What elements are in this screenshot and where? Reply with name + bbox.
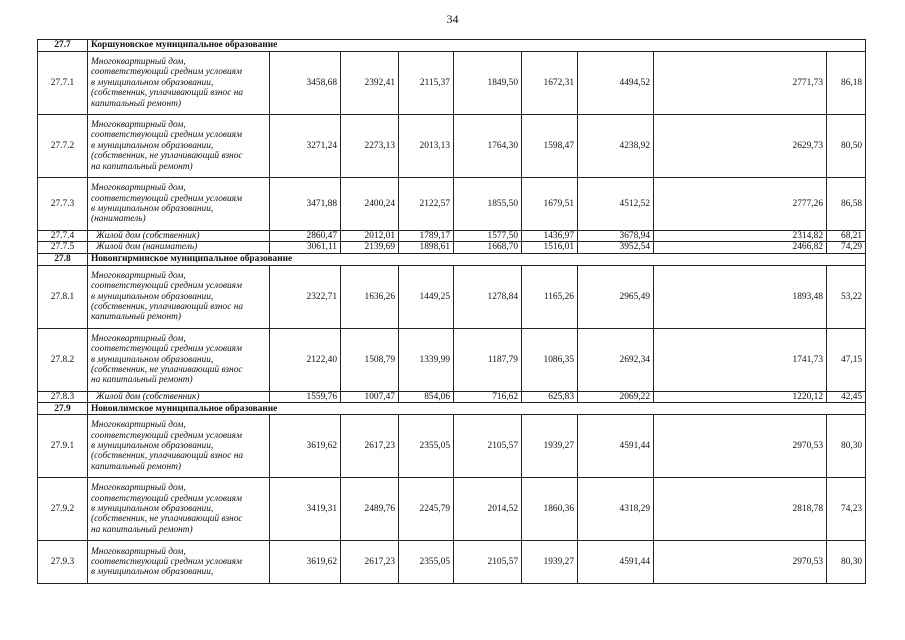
description-line: Многоквартирный дом, (91, 56, 186, 67)
table-row (38, 328, 866, 391)
value-cell: 80,50 (827, 115, 866, 178)
description-line: в муниципальном образовании, (91, 354, 214, 365)
value-cell: 74,23 (827, 478, 866, 541)
row-description (88, 52, 270, 115)
value-cell: 2013,13 (399, 115, 454, 178)
value-cell: 1165,26 (522, 265, 578, 328)
value-cell: 1187,79 (454, 328, 522, 391)
row-description (88, 478, 270, 541)
value-cell: 1679,51 (522, 178, 578, 231)
value-cell: 2617,23 (341, 415, 399, 478)
value-cell: 2771,73 (654, 52, 827, 115)
value-cell: 1939,27 (522, 415, 578, 478)
description-line: Многоквартирный дом, (91, 546, 186, 557)
value-cell: 3458,68 (270, 52, 341, 115)
value-cell: 2617,23 (341, 541, 399, 584)
description-line: в муниципальном образовании, (91, 204, 214, 214)
row-code: 27.9.1 (38, 415, 88, 478)
table-row (38, 478, 866, 541)
value-cell: 2392,41 (341, 52, 399, 115)
row-code: 27.8.3 (38, 391, 88, 402)
description-line: Многоквартирный дом, (91, 333, 186, 344)
description-line: Многоквартирный дом, (91, 483, 186, 494)
value-cell: 1668,70 (454, 242, 522, 253)
value-cell: 2322,71 (270, 265, 341, 328)
value-cell: 2105,57 (454, 541, 522, 584)
value-cell: 47,15 (827, 328, 866, 391)
value-cell: 2014,52 (454, 478, 522, 541)
row-code: 27.8.1 (38, 265, 88, 328)
value-cell: 3619,62 (270, 541, 341, 584)
value-cell: 1893,48 (654, 265, 827, 328)
row-description (88, 242, 270, 253)
value-cell: 86,18 (827, 52, 866, 115)
row-description (88, 265, 270, 328)
value-cell: 3619,62 (270, 415, 341, 478)
value-cell: 1672,31 (522, 52, 578, 115)
description-line: (наниматель) (91, 214, 146, 225)
table-row (38, 541, 866, 584)
value-cell: 80,30 (827, 415, 866, 478)
value-cell: 2122,40 (270, 328, 341, 391)
value-cell: 3678,94 (578, 231, 654, 242)
value-cell: 1789,17 (399, 231, 454, 242)
value-cell: 1849,50 (454, 52, 522, 115)
value-cell: 3952,54 (578, 242, 654, 253)
table-row (38, 242, 866, 253)
description-line: соответствующий средним условиям (91, 193, 243, 204)
section-code: 27.9 (38, 403, 88, 415)
description-line: (собственник, не уплачивающий взнос (91, 365, 243, 376)
description-line: Многоквартирный дом, (91, 420, 186, 431)
value-cell: 1007,47 (341, 391, 399, 402)
value-cell: 2965,49 (578, 265, 654, 328)
section-title: Новонгирминское муниципальное образование (88, 253, 866, 265)
value-cell: 2400,24 (341, 178, 399, 231)
row-code: 27.7.3 (38, 178, 88, 231)
table-body (38, 40, 866, 584)
value-cell: 4238,92 (578, 115, 654, 178)
description-line: Многоквартирный дом, (91, 183, 186, 194)
table-row (38, 391, 866, 402)
value-cell: 1860,36 (522, 478, 578, 541)
value-cell: 2692,34 (578, 328, 654, 391)
value-cell: 2970,53 (654, 541, 827, 584)
value-cell: 3419,31 (270, 478, 341, 541)
row-description (88, 178, 270, 231)
description-line: соответствующий средним условиям (91, 557, 243, 568)
value-cell: 2273,13 (341, 115, 399, 178)
description-line: на капитальный ремонт) (91, 161, 193, 172)
value-cell: 1220,12 (654, 391, 827, 402)
row-description (88, 115, 270, 178)
page-number: 34 (446, 12, 459, 26)
row-description (88, 415, 270, 478)
value-cell: 2122,57 (399, 178, 454, 231)
value-cell: 1508,79 (341, 328, 399, 391)
value-cell: 1449,25 (399, 265, 454, 328)
value-cell: 86,58 (827, 178, 866, 231)
value-cell: 2466,82 (654, 242, 827, 253)
value-cell: 4318,29 (578, 478, 654, 541)
value-cell: 2860,47 (270, 231, 341, 242)
table-row (38, 415, 866, 478)
value-cell: 1598,47 (522, 115, 578, 178)
description-line: (собственник, не уплачивающий взнос (91, 151, 243, 162)
tariff-table (37, 39, 866, 584)
value-cell: 42,45 (827, 391, 866, 402)
description-line: капитальный ремонт) (91, 312, 182, 323)
section-row (38, 403, 866, 415)
row-code: 27.9.2 (38, 478, 88, 541)
value-cell: 3271,24 (270, 115, 341, 178)
value-cell: 3471,88 (270, 178, 341, 231)
value-cell: 1278,84 (454, 265, 522, 328)
value-cell: 2629,73 (654, 115, 827, 178)
description-line: Многоквартирный дом, (91, 119, 186, 130)
value-cell: 1086,35 (522, 328, 578, 391)
description-line: соответствующий средним условиям (91, 67, 243, 78)
value-cell: 4591,44 (578, 541, 654, 584)
value-cell: 1741,73 (654, 328, 827, 391)
value-cell: 854,06 (399, 391, 454, 402)
section-title: Коршуновское муниципальное образование (88, 40, 866, 52)
value-cell: 4494,52 (578, 52, 654, 115)
description-line: в муниципальном образовании, (91, 140, 214, 151)
value-cell: 1339,99 (399, 328, 454, 391)
table-row (38, 178, 866, 231)
description-line: соответствующий средним условиям (91, 130, 243, 141)
row-code: 27.7.1 (38, 52, 88, 115)
description-line: Жилой дом (собственник) (96, 391, 200, 402)
value-cell: 80,30 (827, 541, 866, 584)
description-line: соответствующий средним условиям (91, 344, 243, 355)
description-line: на капитальный ремонт) (91, 375, 193, 386)
section-title: Новоилимское муниципальное образование (88, 403, 866, 415)
row-code: 27.9.3 (38, 541, 88, 584)
description-line: Жилой дом (наниматель) (96, 242, 198, 253)
description-line: капитальный ремонт) (91, 98, 182, 109)
row-description (88, 231, 270, 242)
description-line: соответствующий средним условиям (91, 281, 243, 292)
row-code: 27.7.4 (38, 231, 88, 242)
section-row (38, 40, 866, 52)
description-line: капитальный ремонт) (91, 461, 182, 472)
description-line: соответствующий средним условиям (91, 430, 243, 441)
description-line: соответствующий средним условиям (91, 493, 243, 504)
description-line: (собственник, уплачивающий взнос на (91, 451, 244, 462)
row-description (88, 328, 270, 391)
description-line: на капитальный ремонт) (91, 524, 193, 535)
value-cell: 1636,26 (341, 265, 399, 328)
table-row (38, 265, 866, 328)
table-row (38, 115, 866, 178)
value-cell: 2245,79 (399, 478, 454, 541)
section-code: 27.8 (38, 253, 88, 265)
value-cell: 2777,26 (654, 178, 827, 231)
description-line: (собственник, не уплачивающий взнос (91, 514, 243, 525)
row-code: 27.8.2 (38, 328, 88, 391)
value-cell: 716,62 (454, 391, 522, 402)
value-cell: 2489,76 (341, 478, 399, 541)
description-line: в муниципальном образовании, (91, 291, 214, 302)
value-cell: 2139,69 (341, 242, 399, 253)
value-cell: 2970,53 (654, 415, 827, 478)
value-cell: 68,21 (827, 231, 866, 242)
value-cell: 1577,50 (454, 231, 522, 242)
section-code: 27.7 (38, 40, 88, 52)
row-description (88, 391, 270, 402)
value-cell: 2355,05 (399, 541, 454, 584)
value-cell: 625,83 (522, 391, 578, 402)
value-cell: 53,22 (827, 265, 866, 328)
row-code: 27.7.2 (38, 115, 88, 178)
value-cell: 74,29 (827, 242, 866, 253)
value-cell: 1436,97 (522, 231, 578, 242)
value-cell: 2355,05 (399, 415, 454, 478)
row-description (88, 541, 270, 584)
row-code: 27.7.5 (38, 242, 88, 253)
description-line: (собственник, уплачивающий взнос на (91, 88, 244, 99)
value-cell: 1898,61 (399, 242, 454, 253)
description-line: в муниципальном образовании, (91, 441, 214, 452)
description-line: (собственник, уплачивающий взнос на (91, 302, 244, 313)
value-cell: 4512,52 (578, 178, 654, 231)
section-row (38, 253, 866, 265)
value-cell: 1855,50 (454, 178, 522, 231)
value-cell: 2069,22 (578, 391, 654, 402)
table-row (38, 231, 866, 242)
value-cell: 2115,37 (399, 52, 454, 115)
value-cell: 1764,30 (454, 115, 522, 178)
description-line: в муниципальном образовании, (91, 77, 214, 88)
value-cell: 2105,57 (454, 415, 522, 478)
value-cell: 1559,76 (270, 391, 341, 402)
table-row (38, 52, 866, 115)
value-cell: 1939,27 (522, 541, 578, 584)
value-cell: 2314,82 (654, 231, 827, 242)
description-line: Многоквартирный дом, (91, 270, 186, 281)
description-line: в муниципальном образовании, (91, 504, 214, 515)
value-cell: 1516,01 (522, 242, 578, 253)
value-cell: 2012,01 (341, 231, 399, 242)
value-cell: 4591,44 (578, 415, 654, 478)
value-cell: 2818,78 (654, 478, 827, 541)
description-line: Жилой дом (собственник) (96, 231, 200, 241)
description-line: в муниципальном образовании, (91, 567, 214, 578)
value-cell: 3061,11 (270, 242, 341, 253)
